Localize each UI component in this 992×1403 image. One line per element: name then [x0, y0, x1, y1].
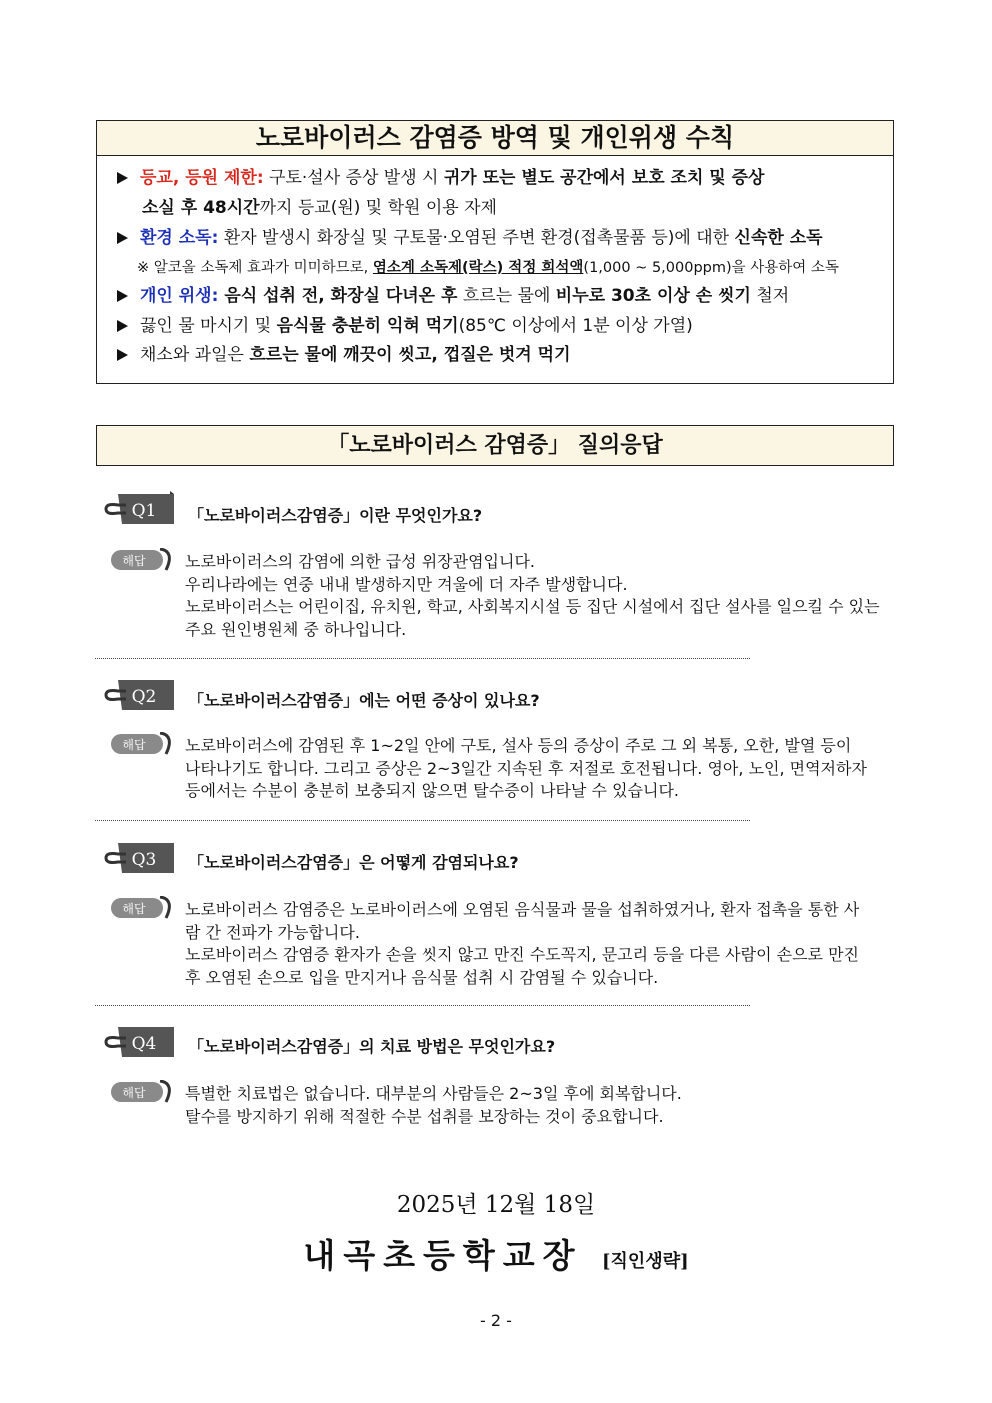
divider [95, 658, 750, 659]
rule-attendance: 등교, 등원 제한: 구토·설사 증상 발생 시 귀가 또는 별도 공간에서 보호 조치 및 증상 [117, 163, 885, 193]
svg-text:해답: 해답 [122, 554, 146, 568]
q1-answer: 노로바이러스의 감염에 의한 급성 위장관염입니다. 우리나라에는 연중 내내 발생하지만 겨울에 더 자주 발생합니다. 노로바이러스는 어린이집, 유치원, 학교, 사회복지시설 등 집단 시설에서 집단 설사를 일으킬 수 있는 주요 원인병원체 중 하나입니다. [185, 552, 880, 639]
svg-text:Q2: Q2 [131, 687, 157, 707]
q3-tag-icon [104, 839, 174, 877]
school-principal: 내곡초등학교장 [직인생략] [303, 1236, 689, 1275]
q2-answer: 노로바이러스에 감염된 후 1~2일 안에 구토, 설사 등의 증상이 주로 그 외 복통, 오한, 발열 등이 나타나기도 합니다. 그리고 증상은 2~3일간 지속된 후 저절로 호전됩니다. 영아, 노인, 면역저하자 등에서는 수분이 충분히 보충되지 않으면 탈수증이 나타날 수 있습니다. [185, 736, 867, 800]
issue-date: 2025년 12월 18일 [396, 1192, 596, 1218]
answer-tag-icon [110, 896, 172, 920]
q3-question: 「노로바이러스감염증」은 어떻게 감염되나요? [188, 853, 519, 872]
rule-wash-produce: 채소와 과일은 흐르는 물에 깨끗이 씻고, 껍질은 벗겨 먹기 [117, 340, 885, 370]
answer-tag-icon [110, 1080, 172, 1104]
answer-tag-icon [110, 548, 172, 572]
q4-tag-icon [104, 1023, 174, 1061]
answer-tag-icon [110, 732, 172, 756]
svg-text:해답: 해답 [122, 902, 146, 916]
svg-text:Q4: Q4 [131, 1034, 157, 1054]
svg-text:Q3: Q3 [131, 850, 157, 870]
rule-boiled-water: 끓인 물 마시기 및 음식물 충분히 익혀 먹기(85℃ 이상에서 1분 이상 가열) [117, 311, 885, 341]
triangle-bullet-icon [117, 320, 128, 332]
divider [95, 820, 750, 821]
svg-text:해답: 해답 [122, 738, 146, 752]
q1-question: 「노로바이러스감염증」이란 무엇인가요? [188, 506, 483, 525]
triangle-bullet-icon [117, 349, 128, 361]
triangle-bullet-icon [117, 290, 128, 302]
q2-tag-icon [104, 676, 174, 714]
q4-question: 「노로바이러스감염증」의 치료 방법은 무엇인가요? [188, 1037, 556, 1056]
rules-title: 노로바이러스 감염증 방역 및 개인위생 수칙 [97, 121, 893, 156]
q3-answer: 노로바이러스 감염증은 노로바이러스에 오염된 음식물과 물을 섭취하였거나, 환자 접촉을 통한 사 람 간 전파가 가능합니다. 노로바이러스 감염증 환자가 손을 씻지 않고 만진 수도꼭지, 문고리 등을 다른 사람이 손으로 만진 후 오염된 손으로 입을 만지거나 음식물 섭취 시 감염될 수 있습니다. [185, 900, 860, 987]
rule-disinfection: 환경 소독: 환자 발생시 화장실 및 구토물·오염된 주변 환경(접촉물품 등)에 대한 신속한 소독 [117, 223, 885, 253]
q4-answer: 특별한 치료법은 없습니다. 대부분의 사람들은 2~3일 후에 회복합니다. 탈수를 방지하기 위해 적절한 수분 섭취를 보장하는 것이 중요합니다. [185, 1084, 682, 1126]
svg-text:Q1: Q1 [131, 501, 157, 521]
svg-text:해답: 해답 [122, 1086, 146, 1100]
seal-note: [직인생략] [602, 1251, 689, 1272]
page-number: - 2 - [480, 1311, 512, 1330]
triangle-bullet-icon [117, 172, 128, 184]
q2-question: 「노로바이러스감염증」에는 어떤 증상이 있나요? [188, 691, 540, 710]
rule-attendance-cont: 소실 후 48시간까지 등교(원) 및 학원 이용 자제 [142, 198, 497, 218]
qa-title: 「노로바이러스 감염증」 질의응답 [96, 425, 894, 466]
disinfection-note: ※ 알코올 소독제 효과가 미미하므로, 염소계 소독제(락스) 적정 희석액(1,000 ~ 5,000ppm)을 사용하여 소독 [137, 260, 839, 276]
rule-personal-hygiene: 개인 위생: 음식 섭취 전, 화장실 다녀온 후 흐르는 물에 비누로 30초 이상 손 씻기 철저 [117, 281, 885, 311]
triangle-bullet-icon [117, 232, 128, 244]
divider [95, 1005, 750, 1006]
q1-tag-icon [104, 490, 174, 528]
hygiene-rules-box [96, 120, 894, 384]
